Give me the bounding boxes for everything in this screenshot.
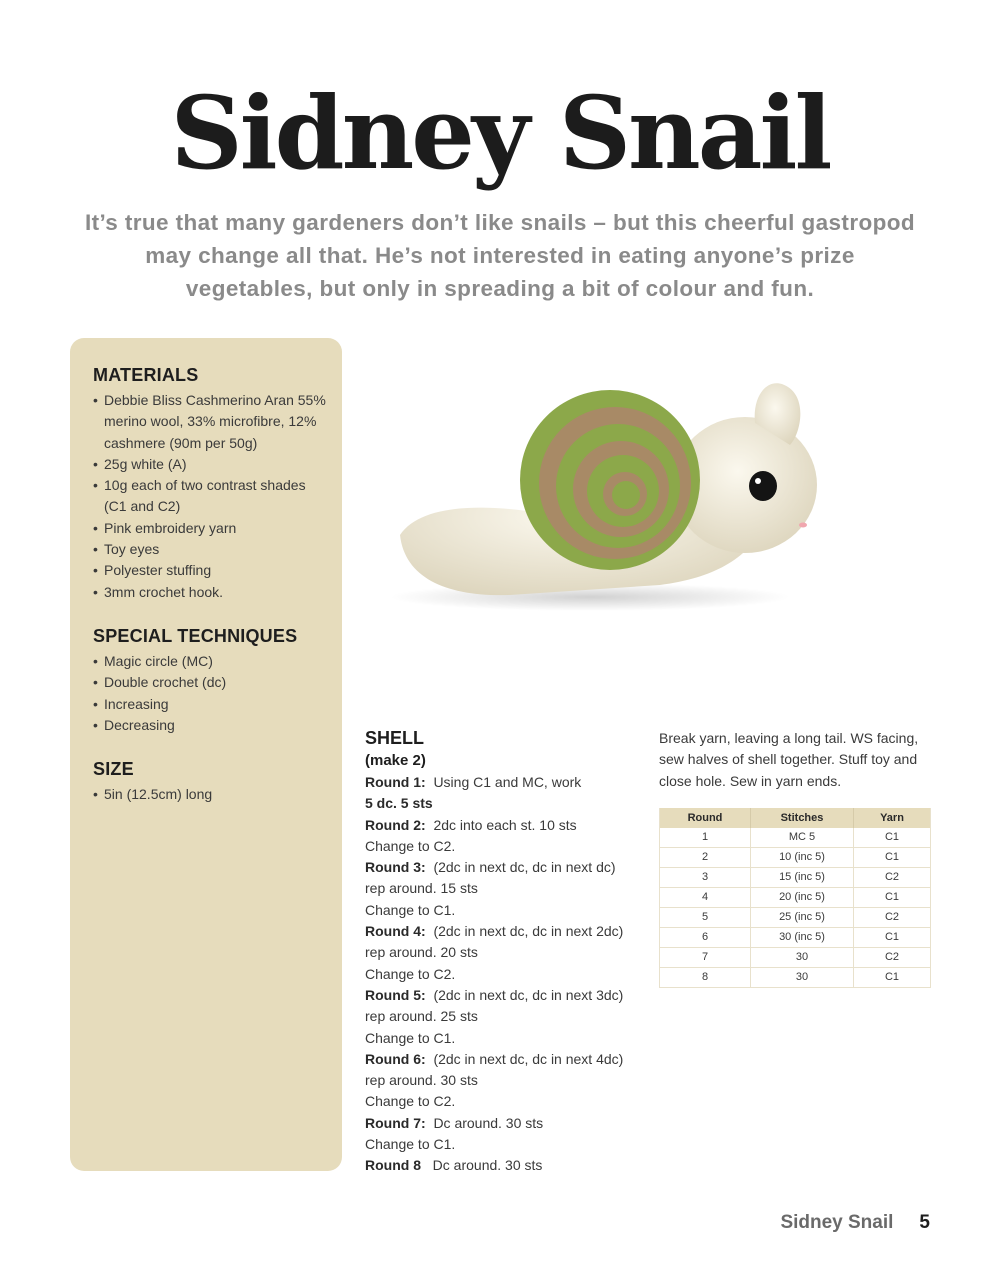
round-label: Round 6:	[365, 1050, 426, 1067]
instruction-line	[365, 1070, 645, 1091]
round-text: Using C1 and MC, work	[433, 774, 582, 790]
table-cell: 30	[751, 967, 854, 987]
instruction-line	[365, 985, 645, 1006]
snail-photo	[360, 345, 820, 645]
footer-title: Sidney Snail	[780, 1212, 894, 1233]
instruction-line	[365, 772, 645, 793]
instruction-line	[365, 964, 645, 985]
techniques-list	[93, 651, 329, 736]
table-cell: 5	[660, 907, 751, 927]
round-label: 5 dc. 5 sts	[365, 795, 433, 812]
intro-paragraph: It’s true that many gardeners don’t like snails – but this cheerful gastropod may change all that. He’s not interested in eating anyone’s prize vegetables, but only in spreading a bit of colour and fun.	[84, 210, 916, 301]
list-item: • Pink embroidery yarn	[93, 518, 329, 539]
eye-icon	[749, 471, 777, 501]
round-text: Change to C1.	[365, 901, 456, 918]
table-cell: 25 (inc 5)	[751, 907, 854, 927]
instruction-line	[365, 900, 645, 921]
header-yarn: Yarn	[854, 808, 931, 828]
table-cell: 6	[660, 927, 751, 947]
table-cell: 7	[660, 947, 751, 967]
round-text: Dc around. 30 sts	[433, 1114, 544, 1131]
finishing-text: Break yarn, leaving a long tail. WS facing, sew halves of shell together. Stuff toy and close hole. Sew in yarn ends.	[659, 730, 919, 789]
list-item: • Double crochet (dc)	[93, 672, 329, 693]
table-cell: C1	[854, 887, 931, 907]
round-text: rep around. 25 sts	[365, 1008, 478, 1025]
table-row	[660, 887, 931, 907]
table-row	[660, 907, 931, 927]
table-cell: 10 (inc 5)	[751, 847, 854, 867]
table-cell: 30	[751, 947, 854, 967]
round-text: (2dc in next dc, dc in next 2dc)	[433, 923, 624, 940]
instruction-line	[365, 1113, 645, 1134]
table-row	[660, 867, 931, 887]
instruction-line	[365, 921, 645, 942]
instruction-line	[365, 1134, 645, 1155]
instruction-line	[365, 878, 645, 899]
instruction-line	[365, 1028, 645, 1049]
instruction-line	[365, 815, 645, 836]
round-label: Round 1:	[365, 774, 426, 790]
round-text: (2dc in next dc, dc in next dc)	[433, 859, 616, 876]
table-row	[660, 828, 931, 848]
header-stitches: Stitches	[751, 808, 854, 828]
table-cell: 1	[660, 828, 751, 848]
round-label: Round 8	[365, 1157, 421, 1174]
table-cell: 15 (inc 5)	[751, 867, 854, 887]
page-title: Sidney Snail	[170, 74, 830, 192]
table-cell: 30 (inc 5)	[751, 927, 854, 947]
round-text: Change to C2.	[365, 837, 456, 854]
round-text: rep around. 30 sts	[365, 1072, 478, 1089]
instruction-line	[365, 1006, 645, 1027]
instruction-line	[365, 793, 645, 814]
list-item: • 25g white (A)	[93, 454, 329, 475]
round-text: rep around. 20 sts	[365, 944, 478, 961]
table-row	[660, 967, 931, 987]
table-cell: C1	[854, 927, 931, 947]
sidebar-panel	[70, 338, 342, 1171]
table-cell: 4	[660, 887, 751, 907]
materials-heading: MATERIALS	[93, 365, 199, 385]
instruction-line	[365, 942, 645, 963]
list-item: • Magic circle (MC)	[93, 651, 329, 672]
table-header-row	[660, 808, 931, 828]
rounds-table	[659, 808, 931, 988]
header-round: Round	[660, 808, 751, 828]
instruction-line	[365, 857, 645, 878]
table-cell: 8	[660, 967, 751, 987]
list-item: • 10g each of two contrast shades (C1 and C2)	[93, 475, 329, 518]
table-cell: C2	[854, 867, 931, 887]
page-number: 5	[919, 1212, 930, 1233]
round-label: Round 7:	[365, 1114, 426, 1131]
table-cell: MC 5	[751, 828, 854, 848]
round-text: Change to C2.	[365, 1093, 456, 1110]
list-item: • Polyester stuffing	[93, 560, 329, 581]
table-cell: C1	[854, 847, 931, 867]
instruction-line	[365, 1091, 645, 1112]
table-cell: 20 (inc 5)	[751, 887, 854, 907]
make-note: (make 2)	[365, 752, 426, 769]
table-row	[660, 847, 931, 867]
techniques-heading: SPECIAL TECHNIQUES	[93, 625, 298, 646]
size-heading: SIZE	[93, 759, 134, 780]
round-text: 2dc into each st. 10 sts	[433, 816, 577, 833]
instruction-line	[365, 1155, 645, 1176]
shell-heading: SHELL	[365, 728, 425, 748]
list-item: • Debbie Bliss Cashmerino Aran 55% merino wool, 33% microfibre, 12% cashmere (90m per 50g)	[93, 390, 329, 454]
round-text: Change to C1.	[365, 1136, 456, 1153]
eye-highlight	[755, 478, 761, 484]
round-label: Round 5:	[365, 986, 426, 1003]
table-row	[660, 947, 931, 967]
table-cell: C2	[854, 947, 931, 967]
finishing-section	[659, 728, 931, 988]
list-item: • 5in (12.5cm) long	[93, 784, 329, 805]
shell-instructions	[365, 727, 645, 1177]
list-item: • 3mm crochet hook.	[93, 582, 329, 603]
page-footer	[780, 1212, 930, 1234]
instruction-line	[365, 1049, 645, 1070]
round-label: Round 4:	[365, 923, 426, 940]
snail-shell	[520, 390, 700, 570]
materials-list	[93, 390, 329, 603]
round-text: (2dc in next dc, dc in next 4dc)	[433, 1050, 624, 1067]
table-cell: 2	[660, 847, 751, 867]
table-cell: C2	[854, 907, 931, 927]
table-cell: C1	[854, 967, 931, 987]
round-text: Dc around. 30 sts	[432, 1157, 543, 1174]
table-row	[660, 927, 931, 947]
cheek-blush	[799, 523, 807, 528]
round-label: Round 3:	[365, 859, 426, 876]
instruction-line	[365, 836, 645, 857]
round-text: Change to C2.	[365, 965, 456, 982]
list-item: • Toy eyes	[93, 539, 329, 560]
table-cell: 3	[660, 867, 751, 887]
round-text: Change to C1.	[365, 1029, 456, 1046]
round-label: Round 2:	[365, 816, 426, 833]
round-text: (2dc in next dc, dc in next 3dc)	[433, 986, 624, 1003]
table-cell: C1	[854, 828, 931, 848]
round-text: rep around. 15 sts	[365, 880, 478, 897]
list-item: • Decreasing	[93, 715, 329, 736]
size-list	[93, 784, 329, 805]
list-item: • Increasing	[93, 694, 329, 715]
